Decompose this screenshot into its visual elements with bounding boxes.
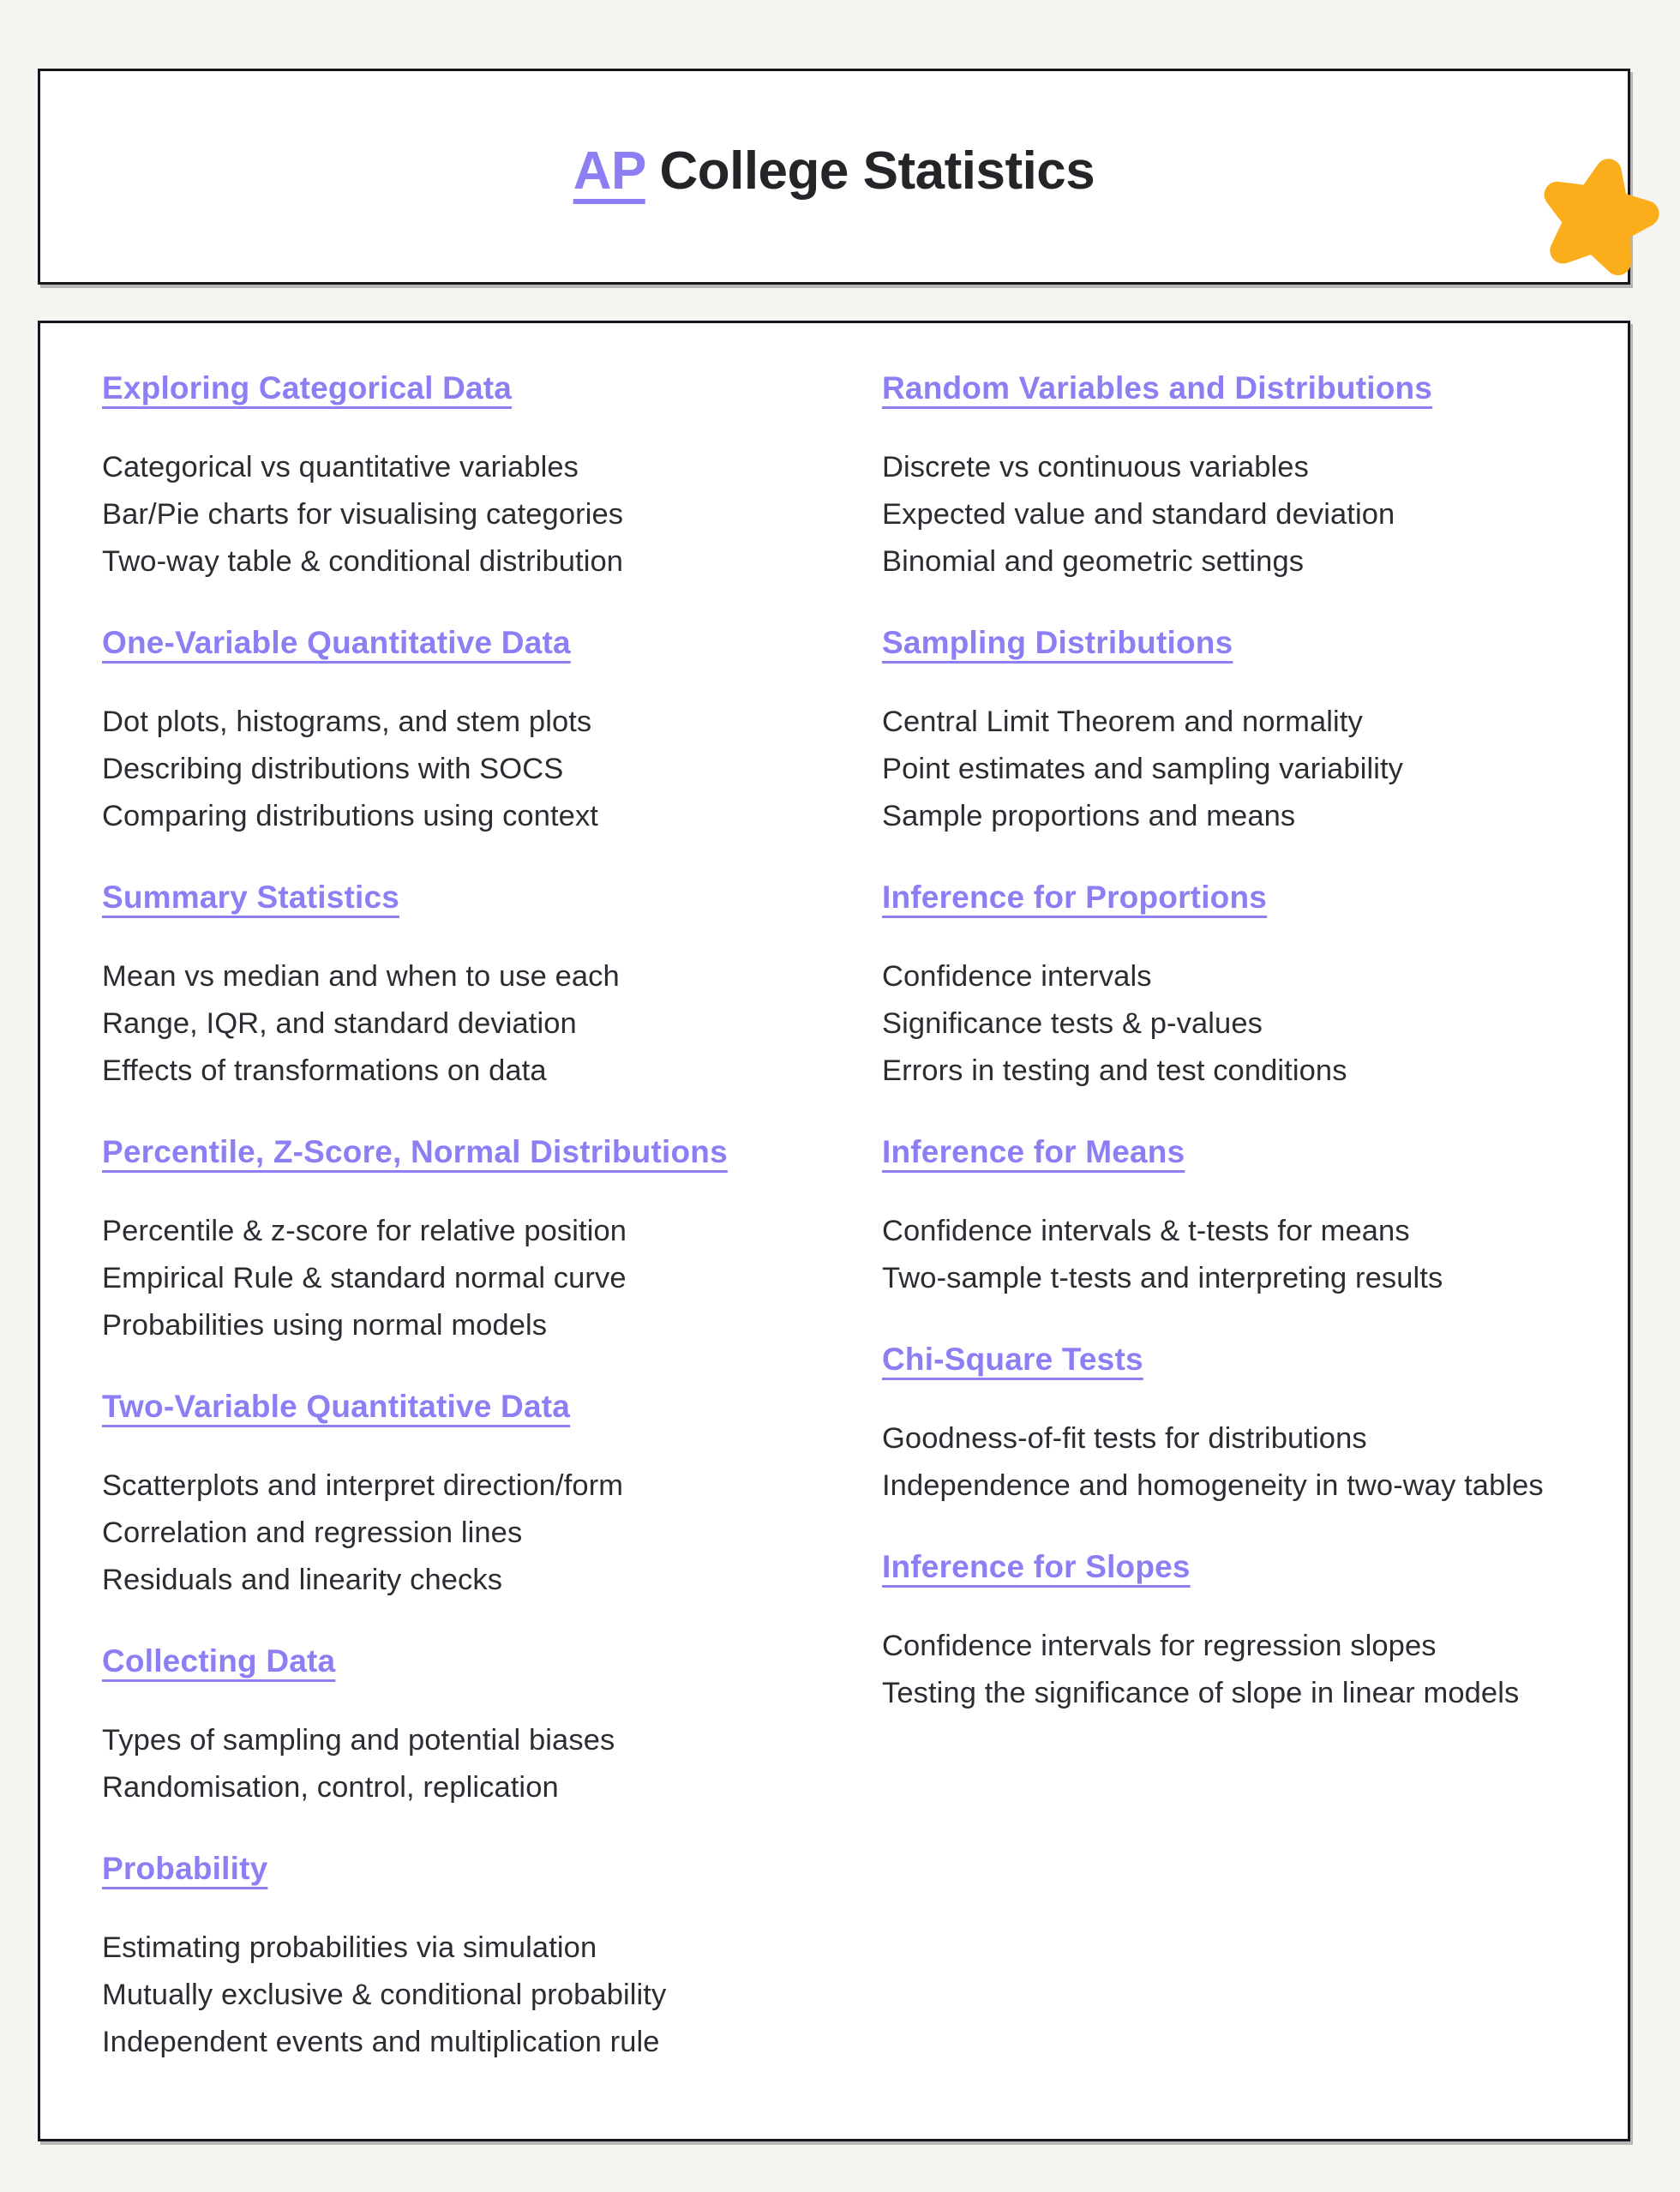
topic-item: Residuals and linearity checks — [102, 1564, 503, 1596]
topic-section — [102, 1389, 771, 1604]
topic-section — [882, 1134, 1551, 1302]
topic-item: Central Limit Theorem and normality — [882, 706, 1363, 738]
topic-item: Two-way table & conditional distribution — [102, 545, 624, 578]
topic-columns — [40, 323, 1628, 2105]
topic-heading[interactable]: Inference for Proportions — [882, 880, 1268, 915]
topic-item: Binomial and geometric settings — [882, 545, 1305, 578]
content-card — [38, 321, 1630, 2141]
topic-section — [882, 370, 1551, 586]
topic-item: Independence and homogeneity in two-way tables — [882, 1469, 1544, 1502]
page-title — [573, 141, 1095, 201]
topic-heading[interactable]: Inference for Means — [882, 1134, 1185, 1169]
left-column — [102, 370, 771, 2105]
topic-section — [882, 625, 1551, 840]
header-card — [38, 69, 1630, 285]
topic-item: Discrete vs continuous variables — [882, 451, 1309, 483]
topic-item: Mutually exclusive & conditional probability — [102, 1979, 667, 2011]
topic-section — [102, 625, 771, 840]
topic-item: Errors in testing and test conditions — [882, 1054, 1347, 1087]
topic-section — [882, 1549, 1551, 1717]
topic-item: Goodness-of-fit tests for distributions — [882, 1422, 1367, 1455]
topic-item: Point estimates and sampling variability — [882, 753, 1404, 785]
topic-item: Describing distributions with SOCS — [102, 753, 564, 785]
topic-item: Range, IQR, and standard deviation — [102, 1007, 577, 1040]
topic-heading[interactable]: Exploring Categorical Data — [102, 370, 513, 405]
topic-heading[interactable]: Two-Variable Quantitative Data — [102, 1389, 571, 1424]
topic-section — [102, 370, 771, 586]
topic-item: Expected value and standard deviation — [882, 498, 1395, 531]
topic-heading[interactable]: One-Variable Quantitative Data — [102, 625, 571, 660]
star-icon — [1532, 153, 1665, 284]
topic-item: Randomisation, control, replication — [102, 1771, 559, 1804]
topic-section — [102, 1643, 771, 1811]
topic-item: Probabilities using normal models — [102, 1309, 548, 1342]
right-column — [882, 370, 1551, 2105]
topic-section — [882, 880, 1551, 1095]
topic-item: Types of sampling and potential biases — [102, 1724, 615, 1757]
topic-item: Sample proportions and means — [882, 800, 1296, 832]
topic-item: Confidence intervals — [882, 960, 1152, 993]
topic-item: Dot plots, histograms, and stem plots — [102, 706, 592, 738]
title-ap-highlight: AP — [573, 141, 645, 201]
topic-heading[interactable]: Sampling Distributions — [882, 625, 1233, 660]
topic-item: Percentile & z-score for relative position — [102, 1215, 627, 1247]
topic-item: Correlation and regression lines — [102, 1516, 523, 1549]
topic-section — [102, 1851, 771, 2066]
topic-item: Bar/Pie charts for visualising categories — [102, 498, 624, 531]
topic-section — [102, 880, 771, 1095]
topic-heading[interactable]: Summary Statistics — [102, 880, 400, 915]
topic-heading[interactable]: Inference for Slopes — [882, 1549, 1191, 1584]
topic-item: Categorical vs quantitative variables — [102, 451, 579, 483]
topic-item: Independent events and multiplication rule — [102, 2026, 660, 2058]
topic-section — [102, 1134, 771, 1349]
topic-item: Confidence intervals for regression slopes — [882, 1630, 1437, 1662]
topic-item: Confidence intervals & t-tests for means — [882, 1215, 1410, 1247]
topic-heading[interactable]: Random Variables and Distributions — [882, 370, 1433, 405]
topic-item: Empirical Rule & standard normal curve — [102, 1262, 627, 1294]
title-rest: College Statistics — [645, 141, 1095, 201]
topic-item: Comparing distributions using context — [102, 800, 598, 832]
topic-heading[interactable]: Percentile, Z-Score, Normal Distributions — [102, 1134, 728, 1169]
topic-item: Significance tests & p-values — [882, 1007, 1263, 1040]
topic-heading[interactable]: Probability — [102, 1851, 268, 1886]
topic-item: Testing the significance of slope in linear models — [882, 1677, 1520, 1709]
topic-heading[interactable]: Collecting Data — [102, 1643, 336, 1679]
topic-item: Estimating probabilities via simulation — [102, 1931, 597, 1964]
topic-item: Two-sample t-tests and interpreting results — [882, 1262, 1443, 1294]
topic-heading[interactable]: Chi-Square Tests — [882, 1342, 1143, 1377]
topic-item: Scatterplots and interpret direction/form — [102, 1469, 624, 1502]
topic-section — [882, 1342, 1551, 1510]
topic-item: Effects of transformations on data — [102, 1054, 547, 1087]
topic-item: Mean vs median and when to use each — [102, 960, 620, 993]
